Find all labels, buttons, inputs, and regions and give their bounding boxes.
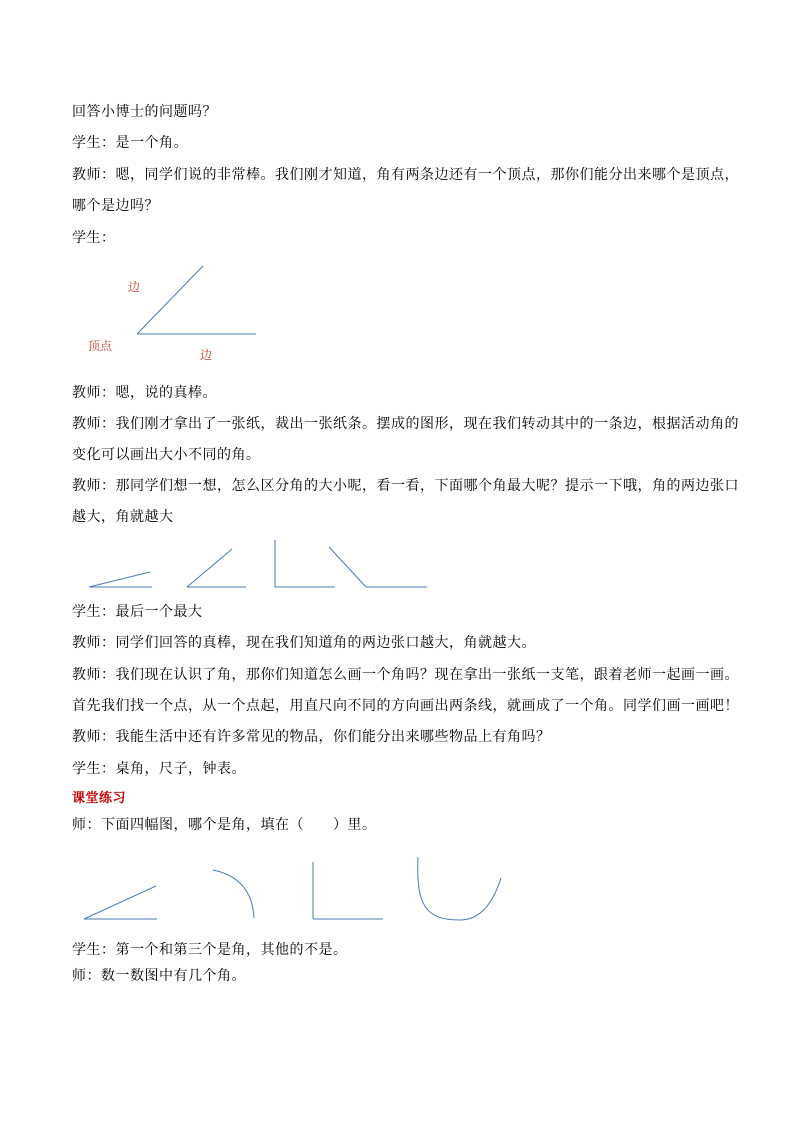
side-label: 边: [128, 280, 141, 294]
text-line: 学生：: [72, 230, 116, 246]
exercise-u-curve: [418, 857, 501, 920]
text-line: 教师：我们刚才拿出了一张纸，裁出一张纸条。摆成的图形，现在我们转动其中的一条边，根据活动角的: [72, 416, 739, 432]
text-line: 学生：最后一个最大: [72, 604, 203, 620]
exercise-angle-line: [84, 886, 156, 919]
medium-angle-line: [187, 549, 232, 587]
small-angle-line: [89, 572, 150, 587]
text-line: 越大，角就越大: [72, 509, 174, 525]
exercise-figures: [84, 857, 501, 920]
text-line: 学生：桌角，尺子，钟表。: [72, 761, 246, 777]
labeled-angle-figure: [137, 266, 256, 334]
text-line: 教师：嗯，同学们说的非常棒。我们刚才知道，角有两条边还有一个顶点，那你们能分出来哪个是顶点，: [72, 167, 739, 183]
text-line: 教师：同学们回答的真棒，现在我们知道角的两边张口越大，角就越大。: [72, 635, 536, 651]
text-line: 变化可以画出大小不同的角。: [72, 447, 261, 463]
text-line: 回答小博士的问题吗？: [72, 104, 217, 120]
text-line: 学生：是一个角。: [72, 135, 188, 151]
angle-side-line: [137, 266, 203, 334]
text-line: 教师：我能生活中还有许多常见的物品，你们能分出来哪些物品上有角吗？: [72, 729, 551, 745]
text-line: 师：数一数图中有几个角。: [72, 968, 246, 984]
text-line: 哪个是边吗？: [72, 198, 159, 214]
section-heading: 课堂练习: [72, 791, 127, 806]
text-line: 首先我们找一个点，从一个点起，用直尺向不同的方向画出两条线，就画成了一个角。同学们画一画吧！: [72, 698, 739, 714]
angle-size-comparison-figures: [89, 540, 427, 587]
obtuse-angle-line: [329, 547, 366, 587]
text-line: 教师：嗯，说的真棒。: [72, 385, 217, 401]
text-line: 学生：第一个和第三个是角，其他的不是。: [72, 942, 348, 958]
text-line: 师：下面四幅图，哪个是角，填在（ ）里。: [72, 817, 377, 833]
text-line: 教师：那同学们想一想，怎么区分角的大小呢，看一看，下面哪个角最大呢？提示一下哦，角的两边张口: [72, 478, 739, 494]
exercise-curve: [213, 870, 254, 918]
text-line: 教师：我们现在认识了角，那你们知道怎么画一个角吗？现在拿出一张纸一支笔，跟着老师一起画一画。: [72, 667, 739, 683]
side-label: 边: [200, 348, 213, 362]
vertex-label: 顶点: [88, 339, 113, 353]
